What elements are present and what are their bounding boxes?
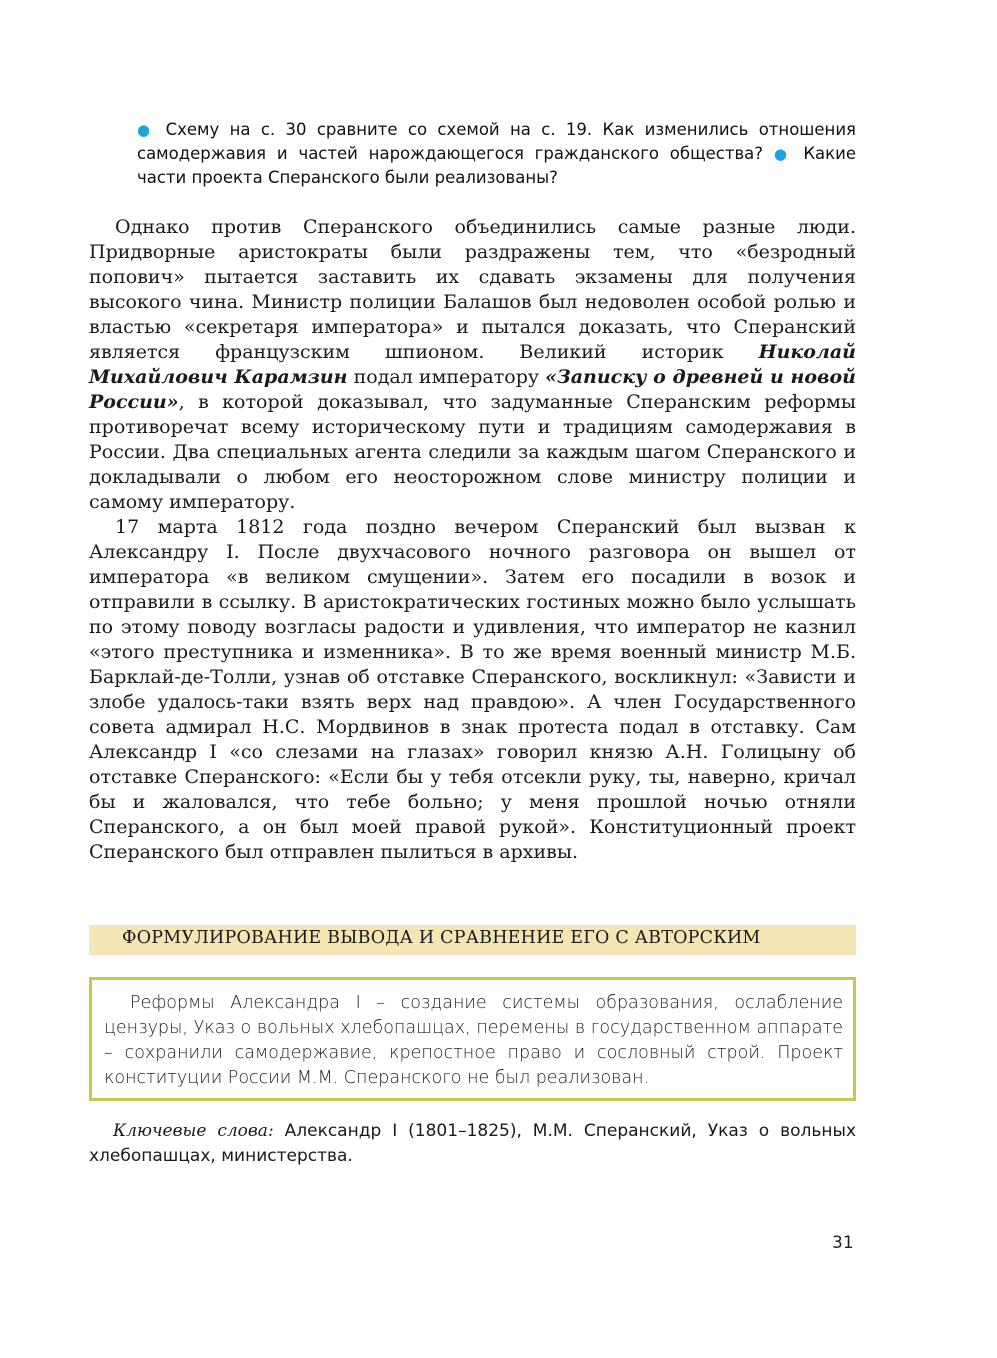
paragraph-1-part-b: подал императору	[347, 366, 546, 388]
paragraph-1-part-a: Однако против Сперанского объединились самые разные люди. Придворные аристократы были раздражены тем, что «безродный попович» пытается заставить их сдавать экзамены для получения высокого чина. Министр полиции Балашов был недоволен особой ролью и властью «секретаря императора» и пытался доказать, что Сперанский является французским шпионом. Великий историк	[89, 216, 856, 363]
question-block	[137, 118, 856, 190]
karamzin-name: Николай Михайлович Карамзин	[89, 341, 856, 388]
question-text-2: Какие части проекта Сперанского были реализованы?	[137, 144, 856, 187]
question-text-1: Схему на с. 30 сравните со схемой на с. 19. Как изменились отношения самодержавия и частей нарождающегося гражданского общества?	[137, 120, 856, 163]
paragraph-1-part-c: , в которой доказывал, что задуманные Сперанским реформы противоречат всему историческому пути и традициям самодержавия в России. Два специальных агента следили за каждым шагом Сперанского и докладывали о любом его неосторожном слове министру полиции и самому императору.	[89, 391, 856, 513]
section-heading: ФОРМУЛИРОВАНИЕ ВЫВОДА И СРАВНЕНИЕ ЕГО С АВТОРСКИМ	[122, 928, 761, 948]
paragraph-1	[89, 215, 856, 515]
karamzin-work-title: «Записку о древней и новой России»	[89, 366, 856, 413]
keywords-label: Ключевые слова:	[113, 1121, 274, 1141]
section-heading-band	[89, 925, 856, 955]
bullet-icon: ●	[773, 145, 793, 163]
keywords-text: Александр I (1801–1825), М.М. Сперанский, Указ о вольных хлебопашцах, министерства.	[89, 1121, 857, 1166]
main-text	[89, 215, 856, 865]
paragraph-2: 17 марта 1812 года поздно вечером Сперанский был вызван к Александру I. После двухчасового ночного разговора он вышел от императора «в великом смущении». Затем его посадили в возок и отправили в ссылку. В аристократических гостиных можно было услышать по этому поводу возгласы радости и удивления, что император не казнил «этого преступника и изменника». В то же время военный министр М.Б. Барклай-де-Толли, узнав об отставке Сперанского, воскликнул: «Зависти и злобе удалось-таки взять верх над правдою». А член Государственного совета адмирал Н.С. Мордвинов в знак протеста подал в отставку. Сам Александр I «со слезами на глазах» говорил князю А.Н. Голицыну об отставке Сперанского: «Если бы у тебя отсекли руку, ты, наверно, кричал бы и жаловался, что тебе больно; у меня прошлой ночью отняли Сперанского, а он был моей правой рукой». Конституционный проект Сперанского был отправлен пылиться в архивы.	[89, 516, 856, 863]
conclusion-text: Реформы Александра I – создание системы образования, ослабление цензуры, Указ о вольных хлебопашцах, перемены в государственном аппарате – сохранили самодержавие, крепостное право и сословный строй. Проект конституции России М.М. Сперанского не был реализован.	[104, 993, 843, 1088]
bullet-icon: ●	[137, 121, 156, 139]
conclusion-box	[89, 977, 856, 1101]
page-number: 31	[832, 1233, 854, 1253]
keywords-line	[89, 1119, 856, 1169]
